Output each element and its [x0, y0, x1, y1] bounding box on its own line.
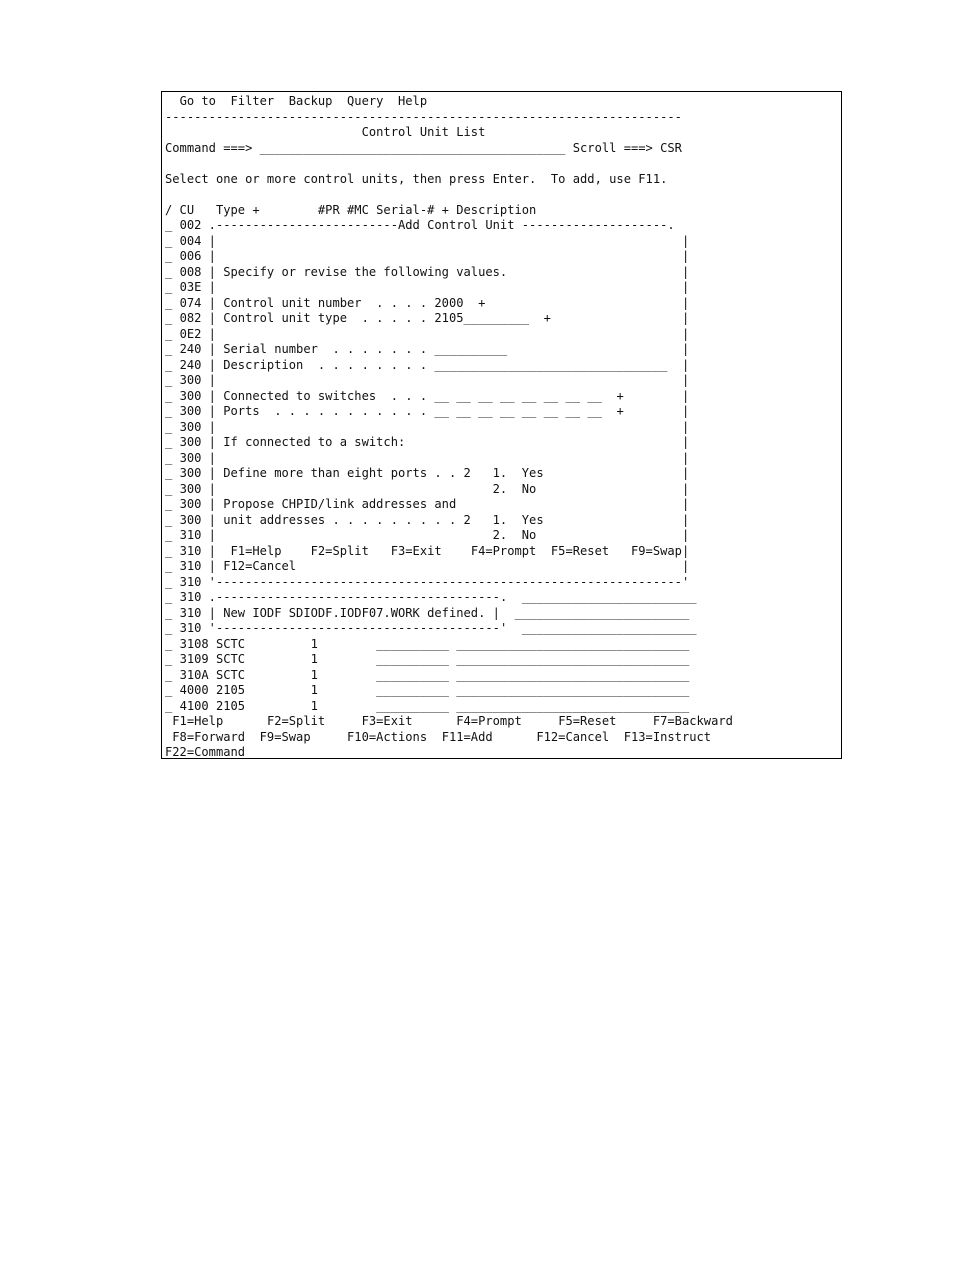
cu-type-input-fill[interactable]: _________ [463, 311, 530, 325]
serial-field[interactable]: __________ [376, 667, 449, 682]
dialog-title: Add Control Unit [398, 218, 515, 232]
menu-help[interactable]: Help [398, 94, 428, 108]
ports-label: Ports . . . . . . . . . . . [223, 404, 428, 418]
dialog-f2-split[interactable]: F2=Split [310, 543, 369, 558]
f13-instruct[interactable]: F13=Instruct [623, 729, 712, 744]
cu-number: 006 [179, 249, 202, 263]
cu-select-field[interactable]: _ [165, 404, 173, 418]
cu-select-field[interactable]: _ [165, 218, 173, 232]
cu-number: 300 [179, 388, 202, 403]
cu-select-field[interactable]: _ [165, 605, 173, 620]
cu-number: 310 [179, 559, 202, 573]
cu-number: 082 [179, 311, 202, 325]
serial-field[interactable]: __________ [376, 683, 449, 697]
cu-number: 300 [179, 435, 202, 449]
option-no: 2. No [492, 481, 537, 496]
description-field[interactable]: ________________________________ [456, 636, 690, 651]
menu-filter[interactable]: Filter [230, 94, 275, 108]
define-ports-label: Define more than eight ports . . [223, 466, 457, 480]
propose-label-2: unit addresses . . . . . . . . . [223, 512, 457, 527]
cu-number: 002 [179, 218, 202, 232]
f4-prompt[interactable]: F4=Prompt [456, 714, 522, 728]
switch-input-7[interactable]: __ [565, 388, 581, 403]
switch-input-8[interactable]: __ [587, 388, 602, 403]
cu-select-field[interactable]: _ [165, 683, 173, 697]
scroll-label: Scroll ===> [572, 140, 653, 155]
cu-select-field[interactable]: _ [165, 295, 173, 310]
switch-input-5[interactable]: __ [521, 388, 537, 403]
cu-number: 03E [179, 280, 202, 294]
cu-type-label: Control unit type . . . . . [223, 311, 428, 325]
cu-select-field[interactable]: _ [165, 388, 173, 403]
cu-number: 300 [179, 481, 202, 496]
serial-field[interactable]: __________ [376, 652, 449, 666]
ports-prompt[interactable]: + [616, 404, 624, 418]
switches-label: Connected to switches . . . [223, 388, 428, 403]
cu-type: 2105 [215, 683, 246, 697]
description-field[interactable]: ________________________ [514, 605, 690, 620]
instruction-text: Select one or more control units, then press Enter. To add, use F11. [165, 171, 668, 186]
message-border: --------------------------------------- [215, 621, 500, 635]
cu-select-field[interactable]: _ [165, 280, 173, 294]
port-input-5[interactable]: __ [521, 404, 537, 418]
message-text: New IODF SDIODF.IODF07.WORK defined. [223, 605, 486, 620]
f2-split[interactable]: F2=Split [266, 714, 326, 728]
cu-select-field[interactable]: _ [165, 311, 173, 325]
f5-reset[interactable]: F5=Reset [558, 714, 617, 728]
cu-select-field[interactable]: _ [165, 373, 173, 387]
f1-help[interactable]: F1=Help [172, 714, 224, 728]
cu-number: 240 [179, 357, 202, 372]
f10-actions[interactable]: F10=Actions [347, 729, 428, 744]
f7-backward[interactable]: F7=Backward [652, 714, 733, 728]
cu-type: SCTC [215, 636, 246, 651]
cu-select-field[interactable]: _ [165, 698, 173, 713]
description-field[interactable]: ________________________________ [456, 667, 690, 682]
cu-number: 300 [179, 512, 202, 527]
cu-number-prompt[interactable]: + [478, 295, 486, 310]
cu-number: 004 [179, 233, 202, 248]
description-field[interactable]: ________________________________ [456, 683, 690, 697]
switches-prompt[interactable]: + [616, 388, 624, 403]
menu-backup[interactable]: Backup [288, 94, 333, 108]
cu-number: 300 [179, 497, 202, 511]
cu-type: SCTC [215, 652, 246, 666]
menu-goto[interactable]: Go to [179, 94, 216, 108]
column-headers: / CU Type + #PR #MC Serial-# + Description [165, 202, 537, 217]
port-input-1[interactable]: __ [434, 404, 449, 418]
switch-input-3[interactable]: __ [478, 388, 493, 403]
dialog-f9-swap[interactable]: F9=Swap [631, 543, 682, 558]
cu-number: 310 [179, 605, 202, 620]
scroll-value[interactable]: CSR [660, 140, 682, 155]
f22-command[interactable]: F22=Command [165, 745, 246, 759]
cu-select-field[interactable]: _ [165, 497, 173, 511]
description-field[interactable]: ________________________________ [456, 652, 690, 666]
dialog-f4-prompt[interactable]: F4=Prompt [470, 543, 537, 558]
cu-select-field[interactable]: _ [165, 528, 173, 542]
cu-number: 074 [179, 295, 202, 310]
define-ports-input[interactable]: 2 [463, 466, 471, 480]
cu-number: 300 [179, 404, 202, 418]
f8-forward[interactable]: F8=Forward [172, 729, 246, 744]
cu-number: 3109 [179, 652, 209, 666]
command-input[interactable]: __________________________________________ [259, 140, 566, 155]
message-border: --------------------------------------- [215, 590, 500, 604]
cu-number: 310 [179, 574, 202, 589]
switch-input-1[interactable]: __ [434, 388, 449, 403]
propose-input[interactable]: 2 [463, 512, 471, 527]
propose-label: Propose CHPID/link addresses and [223, 497, 457, 511]
cu-processors: 1 [310, 698, 318, 713]
cu-number: 240 [179, 342, 202, 356]
option-yes: 1. Yes [492, 512, 544, 527]
description-label: Description . . . . . . . . [223, 357, 428, 372]
description-field[interactable]: ________________________ [521, 621, 697, 635]
cu-processors: 1 [310, 667, 318, 682]
cu-select-field[interactable]: _ [165, 481, 173, 496]
cu-select-field[interactable]: _ [165, 419, 173, 434]
serial-input[interactable]: __________ [434, 342, 508, 356]
serial-field[interactable]: __________ [376, 698, 449, 713]
f12-cancel[interactable]: F12=Cancel [536, 729, 610, 744]
cu-select-field[interactable]: _ [165, 621, 173, 635]
cu-select-field[interactable]: _ [165, 574, 173, 589]
dialog-f1-help[interactable]: F1=Help [230, 543, 282, 558]
cu-select-field[interactable]: _ [165, 559, 173, 573]
switch-input-4[interactable]: __ [499, 388, 515, 403]
description-field[interactable]: ________________________________ [456, 698, 690, 713]
option-yes: 1. Yes [492, 466, 544, 480]
menu-separator: ----------------------------------------------------------------------- [165, 109, 682, 124]
cu-select-field[interactable]: _ [165, 466, 173, 480]
dialog-f3-exit[interactable]: F3=Exit [390, 543, 442, 558]
cu-number: 3108 [179, 636, 209, 651]
dialog-f12-cancel[interactable]: F12=Cancel [223, 559, 297, 573]
cu-number: 300 [179, 373, 202, 387]
cu-processors: 1 [310, 683, 318, 697]
cu-type: 2105 [215, 698, 246, 713]
cu-number: 310 [179, 528, 202, 542]
cu-type-input[interactable]: 2105 [434, 311, 464, 325]
serial-field[interactable]: __________ [376, 636, 449, 651]
cu-number: 4100 [179, 698, 209, 713]
cu-type-prompt[interactable]: + [543, 311, 551, 325]
port-input-3[interactable]: __ [478, 404, 493, 418]
cu-select-field[interactable]: _ [165, 512, 173, 527]
cu-number: 0E2 [179, 326, 202, 341]
cu-number: 300 [179, 466, 202, 480]
cu-number: 310 [179, 621, 202, 635]
cu-select-field[interactable]: _ [165, 264, 173, 279]
cu-select-field[interactable]: _ [165, 342, 173, 356]
description-field[interactable]: ________________________ [521, 590, 697, 604]
cu-number-input[interactable]: 2000 [434, 295, 464, 310]
cu-number: 300 [179, 450, 202, 465]
cu-type: SCTC [215, 667, 246, 682]
port-input-8[interactable]: __ [587, 404, 602, 418]
cu-number: 4000 [179, 683, 209, 697]
cu-number: 008 [179, 264, 202, 279]
cu-select-field[interactable]: _ [165, 652, 173, 666]
cu-number: 310 [179, 543, 202, 558]
command-label: Command ===> [165, 140, 253, 155]
port-input-6[interactable]: __ [543, 404, 559, 418]
cu-select-field[interactable]: _ [165, 435, 173, 449]
dialog-f5-reset[interactable]: F5=Reset [550, 543, 610, 558]
dialog-border: ---------------------------------------------------------------- [215, 574, 682, 589]
terminal-text: Go to Filter Backup Query Help ----------------------------------------------------------------------- Control Unit List Command ===> __________________________________________ Scroll ===> CSR Select one or more control units, then press Enter. To add, use F11. / CU Type + #PR #MC Serial-# + Description _ 002 .-------------------------Add Control Unit --------------------. _ 004 | | _ 006 | | _ 008 | Specify or revise the following values. | _ 03E | | _ 074 | Control unit number . . . . 2000 + | _ 082 | Control unit type . . . . . 2105_________ + | _ 0E2 | | _ 240 | Serial number . . . . . . . __________ | _ 240 | Description . . . . . . . . ________________________________ | _ 300 | | _ 300 | Connected to switches . . . __ __ __ __ __ __ __ __ + | _ 300 | Ports . . . . . . . . . . . __ __ __ __ __ __ __ __ + | _ 300 | | _ 300 | If connected to a switch: | _ 300 | | _ 300 | Define more than eight ports . . 2 1. Yes | _ 300 | 2. No | _ 300 | Propose CHPID/link addresses and | _ 300 | unit addresses . . . . . . . . . 2 1. Yes | _ 310 | 2. No | _ 310 | F1=Help F2=Split F3=Exit F4=Prompt F5=Reset F9=Swap| _ 310 | F12=Cancel | _ 310 '----------------------------------------------------------------' _ 310 .---------------------------------------. ________________________ _ 310 | New IODF SDIODF.IODF07.WORK defined. | ________________________ _ 310 '---------------------------------------' ________________________ _ 3108 SCTC 1 __________ ________________________________ _ 3109 SCTC 1 __________ ________________________________ _ 310A SCTC 1 __________ ________________________________ _ 4000 2105 1 __________ ________________________________ _ 4100 2105 1 __________ ________________________________ F1=Help F2=Split F3=Exit F4=Prompt F5=Reset F7=Backward F8=Forward F9=Swap F10=Actions F11=Add F12=Cancel F13=Instruct F22=Command [165, 94, 733, 759]
port-input-2[interactable]: __ [456, 404, 471, 418]
page-title: Control Unit List [361, 125, 486, 139]
cu-number-label: Control unit number . . . . [223, 295, 428, 310]
serial-label: Serial number . . . . . . . [223, 342, 428, 356]
cu-select-field[interactable]: _ [165, 357, 173, 372]
menu-query[interactable]: Query [347, 94, 384, 108]
cu-processors: 1 [310, 636, 318, 651]
dialog-instruction: Specify or revise the following values. [223, 264, 508, 279]
cu-select-field[interactable]: _ [165, 233, 173, 248]
cu-select-field[interactable]: _ [165, 326, 173, 341]
cu-select-field[interactable]: _ [165, 450, 173, 465]
cu-number: 310 [179, 590, 202, 604]
switch-input-6[interactable]: __ [543, 388, 559, 403]
cu-select-field[interactable]: _ [165, 590, 173, 604]
cu-number: 300 [179, 419, 202, 434]
switch-input-2[interactable]: __ [456, 388, 471, 403]
cu-select-field[interactable]: _ [165, 249, 173, 263]
if-switch-text: If connected to a switch: [223, 435, 406, 449]
cu-processors: 1 [310, 652, 318, 666]
f3-exit[interactable]: F3=Exit [361, 714, 413, 728]
option-no: 2. No [492, 528, 537, 542]
description-input[interactable]: ________________________________ [434, 357, 668, 372]
port-input-4[interactable]: __ [499, 404, 515, 418]
cu-number: 310A [179, 667, 209, 682]
f11-add[interactable]: F11=Add [441, 729, 493, 744]
cu-select-field[interactable]: _ [165, 667, 173, 682]
terminal-screen [161, 91, 842, 759]
f9-swap[interactable]: F9=Swap [259, 729, 311, 744]
cu-select-field[interactable]: _ [165, 636, 173, 651]
dialog-border: ------------------------- [215, 218, 398, 232]
cu-select-field[interactable]: _ [165, 543, 173, 558]
port-input-7[interactable]: __ [565, 404, 581, 418]
